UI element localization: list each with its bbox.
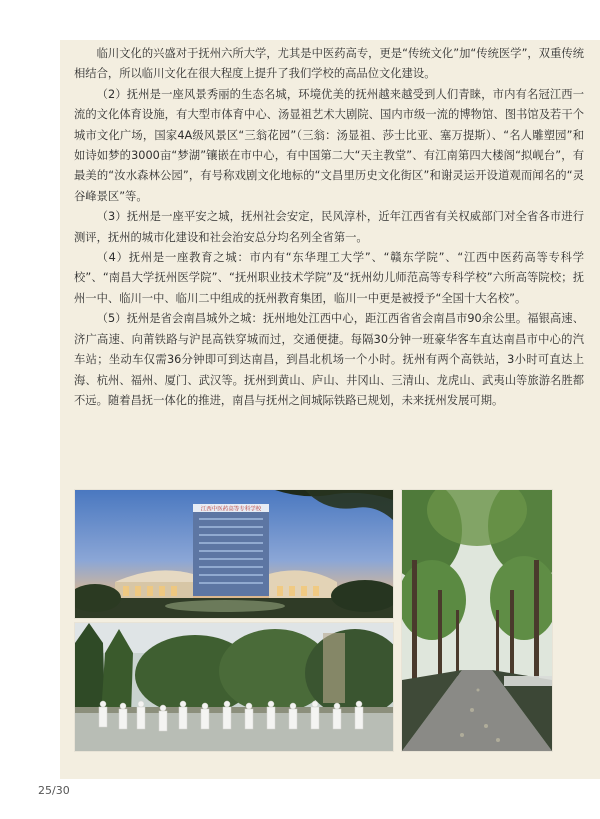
paragraph-intro: 临川文化的兴盛对于抚州六所大学，尤其是中医药高专，更是“传统文化”加“传统医学”，双重传统相结合，所以临川文化在很大程度上提升了我们学校的高品位文化建设。 [74, 47, 584, 81]
paragraph-safety: （3）抚州是一座平安之城，抚州社会安定，民风淳朴，近年江西省有关权威部门对全省各市进行测评，抚州的城市化建设和社会治安总分均名列全省第一。 [74, 210, 584, 244]
photo-taichi-group [74, 622, 394, 752]
building-sign: 江西中医药高等专科学校 [200, 506, 262, 513]
page-number: 25/30 [38, 784, 70, 797]
paragraph-transport: （5）抚州是省会南昌城外之城：抚州地处江西中心，距江西省省会南昌市90余公里。福银高速、济广高速、向莆铁路与沪昆高铁穿城而过，交通便捷。每隔30分钟一班豪华客车直达南昌市中心的汽车站；坐动车仅需36分钟即可到达南昌，到昌北机场一个小时。抚州有两个高铁站，3小时可直达上海、杭州、福州、厦门、武汉等。抚州到黄山、庐山、井冈山、三清山、龙虎山、武夷山等旅游名胜都不远。随着昌抚一体化的推进，南昌与抚州之间城际铁路已规划，未来抚州发展可期。 [74, 312, 584, 407]
photo-tree-lined-path [401, 489, 553, 752]
paragraph-ecology: （2）抚州是一座风景秀丽的生态名城，环境优美的抚州越来越受到人们青睐，市内有名冠江西一流的文化体育设施，有大型市体育中心、汤显祖艺术大剧院、国内市级一流的博物馆、图书馆及若干个城市文化广场，国家4A级风景区“三翁花园”（三翁：汤显祖、莎士比亚、塞万提斯）、“名人雕塑园”和如诗如梦的3000亩“梦湖”镶嵌在市中心，有中国第二大“天主教堂”、有江南第四大楼阁“拟岘台”，有最美的“汝水森林公园”，有号称戏剧文化地标的“文昌里历史文化街区”和谢灵运开设道观而闻名的“灵谷峰景区”等。 [74, 87, 584, 203]
photo-campus-building [74, 489, 394, 619]
article-text [74, 44, 584, 411]
paragraph-education: （4）抚州是一座教育之城：市内有“东华理工大学”、“赣东学院”、“江西中医药高等专科学校”、“南昌大学抚州医学院”、“抚州职业技术学院”及“抚州幼儿师范高等专科学校”六所高等院校；抚州一中、临川一中、临川二中组成的抚州教育集团，临川一中更是被授予“全国十大名校”。 [74, 251, 584, 305]
